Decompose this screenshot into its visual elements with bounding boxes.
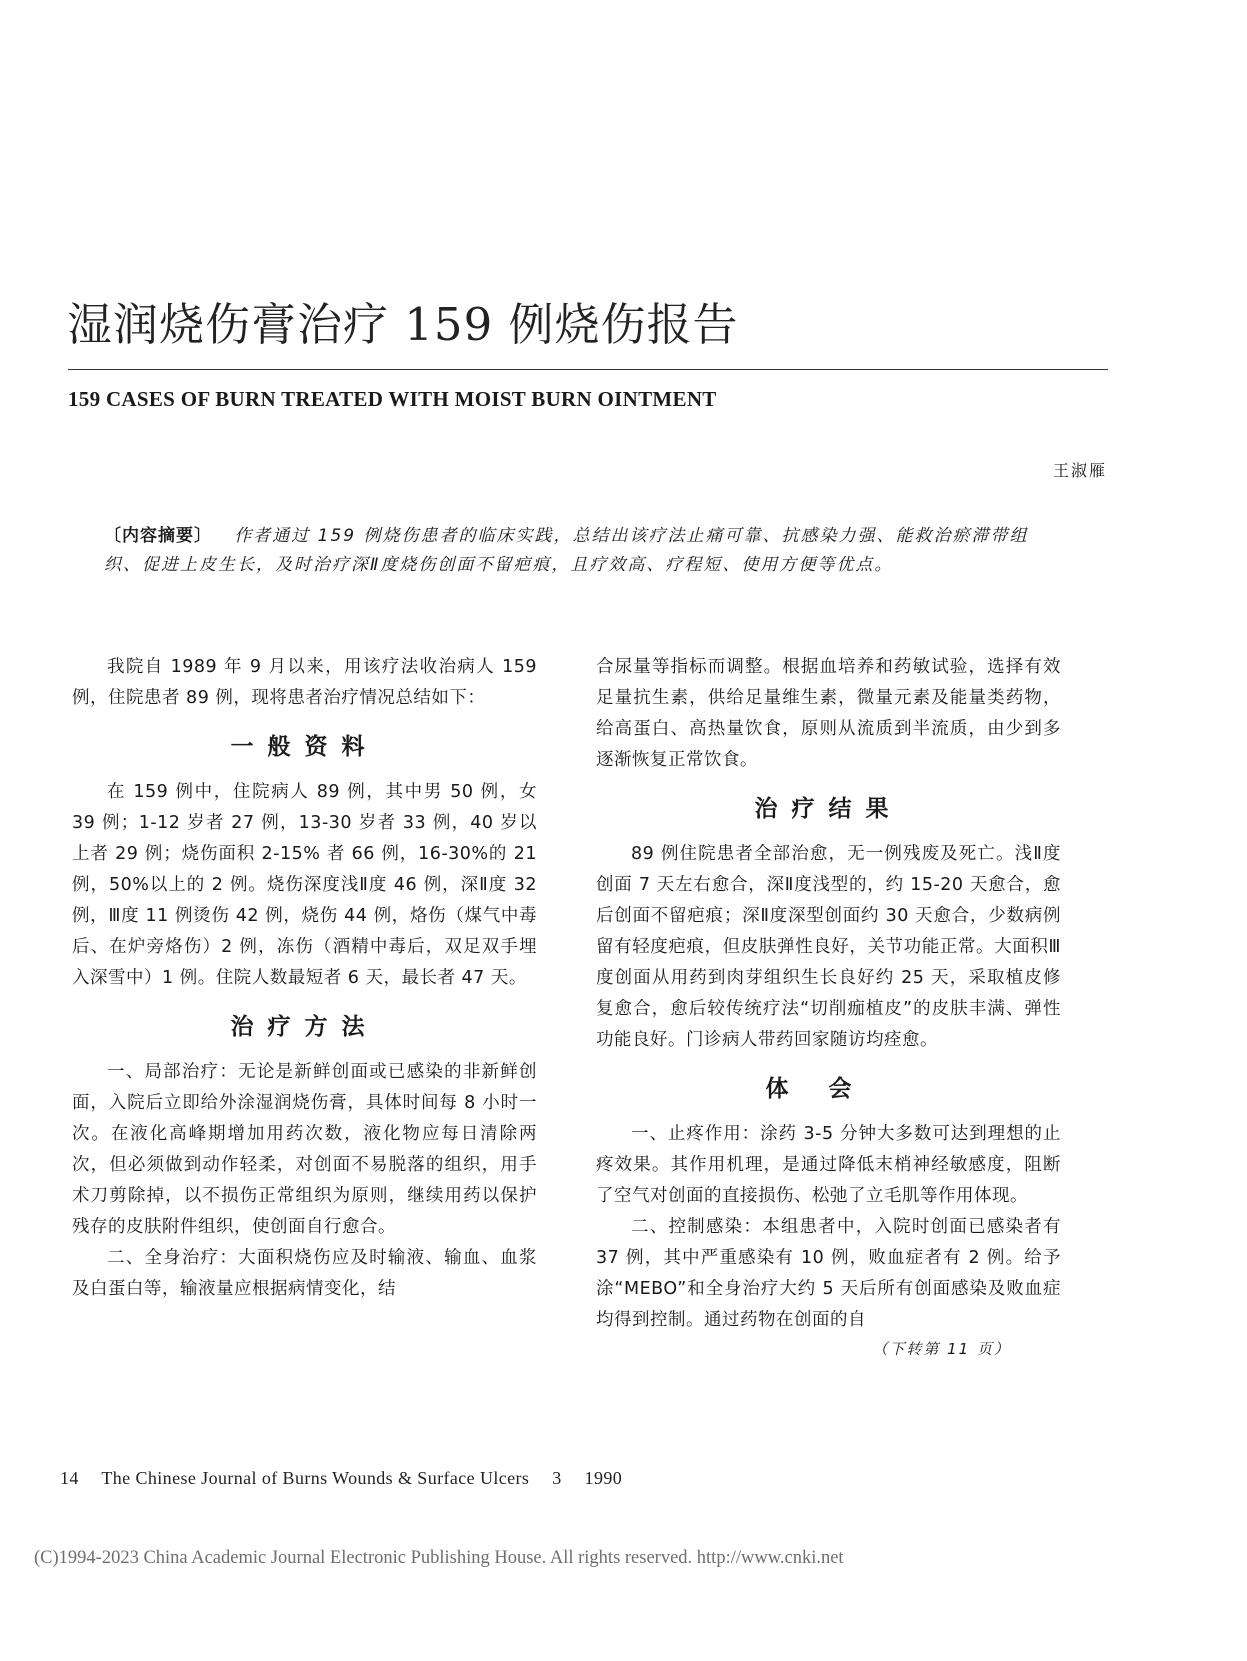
journal-name: The Chinese Journal of Burns Wounds & Surface Ulcers (101, 1468, 530, 1488)
title-divider (68, 369, 1108, 370)
general-info-paragraph: 在 159 例中，住院病人 89 例，其中男 50 例，女 39 例；1-12 岁者 27 例，13-30 岁者 33 例，40 岁以上者 29 例；烧伤面积 2-15% 者 66 例，16-30%的 21 例，50%以上的 2 例。烧伤深度浅Ⅱ度 46 例，深Ⅱ度 32 例，Ⅲ度 11 例烫伤 42 例，烧伤 44 例，烙伤（煤气中毒后、在炉旁烙伤）2 例，冻伤（酒精中毒后，双足双手埋入深雪中）1 例。住院人数最短者 6 天，最长者 47 天。 (72, 782, 537, 988)
local-treatment-paragraph: 一、局部治疗：无论是新鲜创面或已感染的非新鲜创面，入院后立即给外涂湿润烧伤膏，具体时间每 8 小时一次。在液化高峰期增加用药次数，液化物应每日清除两次，但必须做到动作轻柔，对创面不易脱落的组织，用手术刀剪除掉，以不损伤正常组织为原则，继续用药以保护残存的皮肤附件组织，使创面自行愈合。 (72, 1062, 537, 1237)
treatment-continued-paragraph: 合尿量等指标而调整。根据血培养和药敏试验，选择有效足量抗生素，供给足量维生素，微量元素及能量类药物，给高蛋白、高热量饮食，原则从流质到半流质，由少到多逐渐恢复正常饮食。 (596, 657, 1061, 770)
right-column (596, 652, 1061, 1365)
abstract-text: 作者通过 159 例烧伤患者的临床实践，总结出该疗法止痛可靠、抗感染力强、能救治瘀滞带组织、促进上皮生长，及时治疗深Ⅱ度烧伤创面不留疤痕，且疗效高、疗程短、使用方便等优点。 (104, 526, 1029, 575)
continued-note: （下转第 11 页） (872, 1340, 1011, 1358)
heading-results: 治疗结果 (754, 796, 903, 822)
heading-experience: 体会 (765, 1076, 892, 1102)
publication-year: 1990 (584, 1468, 623, 1488)
pain-relief-paragraph: 一、止疼作用：涂药 3-5 分钟大多数可达到理想的止疼效果。其作用机理，是通过降低末梢神经敏感度，阻断了空气对创面的直接损伤、松弛了立毛肌等作用体现。 (596, 1124, 1061, 1206)
copyright-notice: (C)1994-2023 China Academic Journal Electronic Publishing House. All rights reserved. http://www.cnki.net (34, 1548, 844, 1568)
article-title-english: 159 CASES OF BURN TREATED WITH MOIST BURN OINTMENT (68, 387, 717, 411)
heading-general-info: 一般资料 (230, 734, 379, 760)
issue-number: 3 (552, 1468, 562, 1488)
abstract-label: 〔内容摘要〕 (104, 526, 212, 546)
results-paragraph: 89 例住院患者全部治愈，无一例残废及死亡。浅Ⅱ度创面 7 天左右愈合，深Ⅱ度浅型的，约 15-20 天愈合，愈后创面不留疤痕；深Ⅱ度深型创面约 30 天愈合，少数病例留有轻度疤痕，但皮肤弹性良好，关节功能正常。大面积Ⅲ度创面从用药到肉芽组织生长良好约 25 天，采取植皮修复愈合，愈后较传统疗法“切削痂植皮”的皮肤丰满、弹性功能良好。门诊病人带药回家随访均痊愈。 (596, 844, 1061, 1050)
page-number: 14 (60, 1468, 79, 1488)
heading-treatment-method: 治疗方法 (230, 1014, 379, 1040)
left-column (72, 652, 537, 1305)
systemic-treatment-paragraph: 二、全身治疗：大面积烧伤应及时输液、输血、血浆及白蛋白等，输液量应根据病情变化，结 (72, 1248, 537, 1299)
abstract (104, 522, 1059, 580)
author-name: 王淑雁 (1052, 461, 1107, 480)
intro-paragraph: 我院自 1989 年 9 月以来，用该疗法收治病人 159 例，住院患者 89 例，现将患者治疗情况总结如下： (72, 657, 537, 708)
article-title: 湿润烧伤膏治疗 159 例烧伤报告 (67, 298, 739, 351)
page-footer (60, 1468, 640, 1489)
infection-control-paragraph: 二、控制感染：本组患者中，入院时创面已感染者有 37 例，其中严重感染有 10 例，败血症者有 2 例。给予涂“MEBO”和全身治疗大约 5 天后所有创面感染及败血症均得到控制。通过药物在创面的自 (596, 1217, 1061, 1330)
